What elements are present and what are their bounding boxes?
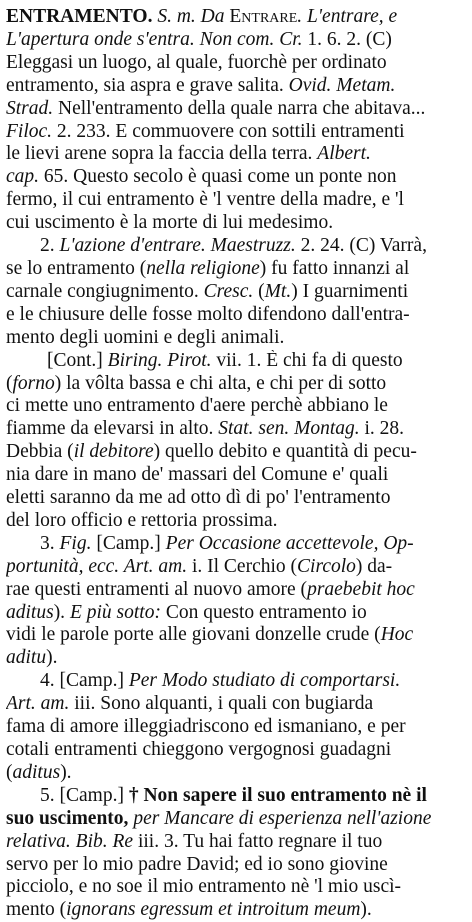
italic-text: Hoc: [380, 624, 414, 646]
body-text: le lievi arene sopra la faccia della terra.: [6, 143, 318, 165]
text-line: [6, 281, 466, 304]
italic-text: forno: [12, 372, 55, 394]
italic-text: nella religione: [146, 257, 260, 279]
body-text: 4. [Camp.]: [40, 670, 129, 692]
italic-text: Art. am.: [6, 693, 70, 715]
body-text: picciolo, e no soe il mio entramento nè 'l mio uscì-: [6, 876, 402, 898]
italic-text: cap.: [6, 166, 40, 188]
body-text: (: [6, 372, 13, 394]
italic-text: Circolo: [297, 555, 356, 577]
body-text: ).: [60, 761, 72, 783]
headword-text: suo uscimento,: [6, 807, 129, 829]
text-line: [6, 395, 466, 418]
body-text: Eleggasi un luogo, al quale, fuorchè per ordinato: [6, 51, 387, 73]
italic-text: aditu: [6, 647, 47, 669]
text-line: [6, 624, 466, 647]
body-text: (: [253, 280, 265, 302]
body-text: cui uscimento è la morte di lui medesimo.: [6, 212, 334, 234]
text-line: [6, 121, 466, 144]
text-line: [6, 716, 466, 739]
text-line: [6, 350, 466, 373]
body-text: 1. 6. 2. (C): [302, 28, 392, 50]
italic-text: . L'entrare, e: [297, 6, 398, 27]
italic-text: E più sotto:: [69, 601, 161, 623]
body-text: vidi le parole porte alle giovani donzelle crude (: [6, 624, 381, 646]
italic-text: L'apertura onde s'entra. Non com. Cr.: [6, 28, 303, 50]
italic-text: Mt.: [264, 280, 292, 302]
body-text: [Camp.]: [91, 532, 166, 554]
text-line: [6, 212, 466, 235]
text-line: [6, 235, 466, 258]
italic-text: Ovid. Metam.: [288, 74, 396, 96]
dictionary-entry-entramento: [6, 6, 466, 922]
italic-text: aditus: [6, 601, 54, 623]
body-text: ) da-: [355, 555, 393, 577]
text-line: [6, 533, 466, 556]
text-line: [6, 166, 466, 189]
italic-text: S. m. Da: [152, 6, 230, 27]
text-line: [6, 143, 466, 166]
body-text: 2.: [40, 235, 60, 257]
italic-text: Filoc.: [6, 120, 53, 142]
text-line: [6, 487, 466, 510]
body-text: (: [6, 761, 13, 783]
body-text: Nell'entramento della quale narra che abitava...: [53, 97, 426, 119]
text-line: [6, 98, 466, 121]
body-text: nia dare in mano de' massari del Comune e' quali: [6, 464, 389, 486]
body-text: vii. 1. È chi fa di questo: [211, 349, 403, 371]
italic-text: Cresc.: [203, 280, 254, 302]
text-line: [6, 373, 466, 396]
text-line: [6, 29, 466, 52]
italic-text: per Mancare di esperienza nell'azione: [128, 807, 432, 829]
body-text: se lo entramento (: [6, 257, 147, 279]
small-caps-text: Entrare: [229, 6, 298, 27]
text-line: [6, 464, 466, 487]
italic-text: aditus: [12, 761, 61, 783]
italic-text: ignorans egressum et introitum meum: [66, 899, 361, 921]
body-text: 65. Questo secolo è quasi come un ponte non: [39, 166, 397, 188]
body-text: 3.: [40, 532, 60, 554]
text-line: [6, 647, 466, 670]
body-text: iii. Sono alquanti, i quali con bugiarda: [69, 693, 374, 715]
body-text: 5. [Camp.]: [40, 784, 129, 806]
italic-text: relativa. Bib. Re: [6, 830, 134, 852]
text-line: [6, 785, 466, 808]
text-line: [6, 327, 466, 350]
body-text: rae questi entramenti al nuovo amore (: [6, 578, 308, 600]
text-line: [6, 258, 466, 281]
text-line: [6, 189, 466, 212]
italic-text: Stat. sen. Montag.: [218, 418, 360, 440]
headword-text: ENTRAMENTO.: [6, 6, 153, 27]
body-text: i. 28.: [359, 418, 405, 440]
italic-text: Biring. Pirot.: [107, 349, 212, 371]
body-text: carnale congiugnimento.: [6, 280, 204, 302]
body-text: mento (: [6, 899, 67, 921]
body-text: ) la vôlta bassa e chi alta, e chi per di sotto: [54, 372, 387, 394]
text-line: [6, 854, 466, 877]
text-line: [6, 762, 466, 785]
body-text: i. Il Cerchio (: [187, 555, 298, 577]
body-text: fama di amore illeggiadriscono ed ismaniano, e per: [6, 716, 406, 738]
body-text: mento degli uomini e degli animali.: [6, 326, 285, 348]
headword-text: † Non sapere il suo entramento nè il: [128, 784, 427, 806]
text-line: [6, 808, 466, 831]
text-line: [6, 602, 466, 625]
text-line: [6, 579, 466, 602]
body-text: [Cont.]: [47, 349, 108, 371]
body-text: eletti saranno da me ad otto dì di po' l'entramento: [6, 487, 391, 509]
text-line: [6, 441, 466, 464]
body-text: Debbia (: [6, 441, 74, 463]
body-text: ).: [360, 899, 372, 921]
text-line: [6, 739, 466, 762]
body-text: entramento, sia aspra e grave salita.: [6, 74, 289, 96]
body-text: ) I guarnimenti: [291, 280, 409, 302]
body-text: ci mette uno entramento d'aere perchè abbiano le: [6, 395, 388, 417]
body-text: del loro officio e rettoria prossima.: [6, 509, 278, 531]
body-text: ) fu fatto innanzi al: [259, 257, 410, 279]
body-text: iii. 3. Tu hai fatto regnare il tuo: [133, 830, 383, 852]
text-line: [6, 693, 466, 716]
body-text: e le chiusure delle fosse molto difendono dall'entra-: [6, 303, 410, 325]
text-line: [6, 899, 466, 922]
italic-text: Per Occasione accettevole, Op-: [165, 532, 414, 554]
italic-text: Strad.: [6, 97, 54, 119]
body-text: ).: [53, 601, 70, 623]
text-line: [6, 418, 466, 441]
text-line: [6, 556, 466, 579]
body-text: servo per lo mio padre David; ed io sono giovine: [6, 853, 388, 875]
body-text: ).: [46, 647, 58, 669]
body-text: 2. 233. E commuovere con sottili entramenti: [52, 120, 405, 142]
text-line: [6, 876, 466, 899]
italic-text: Fig.: [59, 532, 92, 554]
body-text: 2. 24. (C) Varrà,: [295, 235, 427, 257]
italic-text: Per Modo studiato di comportarsi.: [128, 670, 401, 692]
italic-text: Albert.: [317, 143, 371, 165]
text-line: [6, 510, 466, 533]
italic-text: il debitore: [73, 441, 154, 463]
body-text: fermo, il cui entramento è 'l ventre della madre, e 'l: [6, 189, 404, 211]
text-line: [6, 52, 466, 75]
body-text: Con questo entramento io: [160, 601, 367, 623]
body-text: cotali entramenti chieggono vergognosi guadagni: [6, 739, 392, 760]
italic-text: L'azione d'entrare. Maestruzz.: [59, 235, 296, 257]
italic-text: portunità, ecc. Art. am.: [6, 555, 188, 577]
text-line: [6, 831, 466, 854]
body-text: ) quello debito e quantità di pecu-: [153, 441, 417, 463]
body-text: fiamme da elevarsi in alto.: [6, 418, 219, 440]
text-line: [6, 304, 466, 327]
text-line: [6, 6, 466, 29]
text-line: [6, 75, 466, 98]
text-line: [6, 670, 466, 693]
italic-text: praebebit hoc: [307, 578, 415, 600]
